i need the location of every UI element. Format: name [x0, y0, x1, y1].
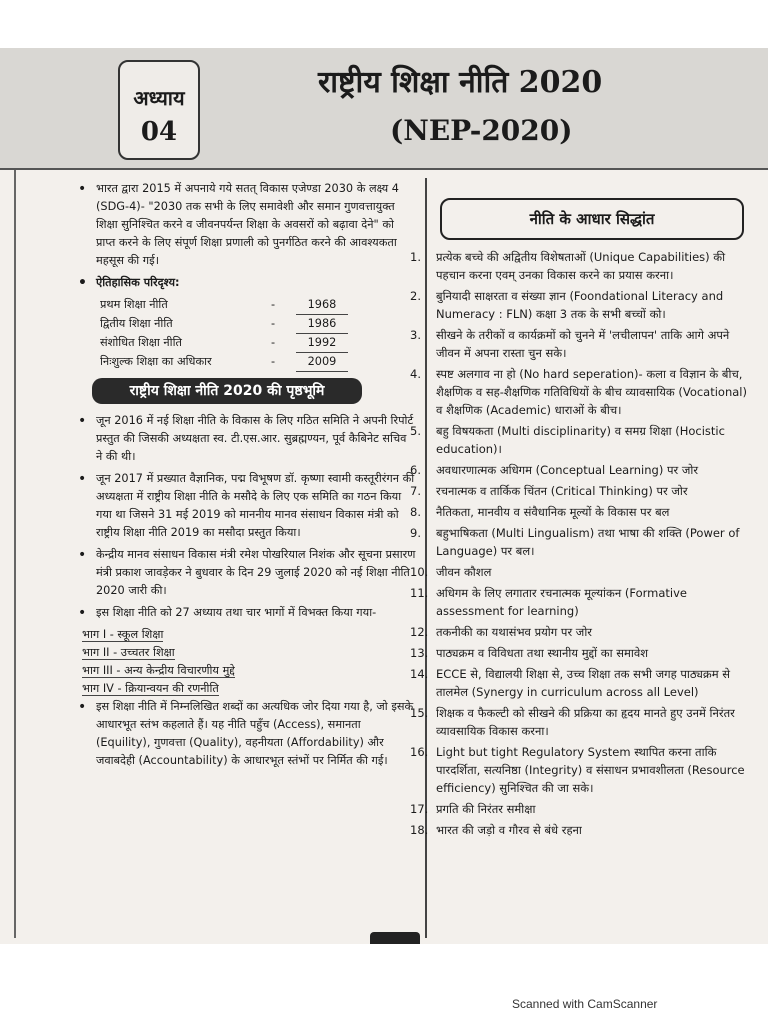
principle-item	[410, 821, 755, 839]
principle-text: Light but tight Regulatory System स्थापित करना ताकि पारदर्शिता, सत्यनिष्ठा (Integrity) व संसाधन प्रभावशीलता (Resource efficiency) सुनिश्चित की जा सके।	[436, 745, 745, 795]
principle-number: 11.	[410, 586, 429, 600]
principle-item	[410, 248, 755, 284]
background-point-text: जून 2016 में नई शिक्षा नीति के विकास के लिए गठित समिति ने अपनी रिपोर्ट प्रस्तुत की जिसकी अध्यक्षता स्व. टी.एस.आर. सुब्रह्मण्यन, पूर्व कैबिनेट सचिव ने की थी।	[96, 414, 414, 463]
bullet-icon: •	[78, 413, 87, 429]
principle-text: प्रत्येक बच्चे की अद्वितीय विशेषताओं (Unique Capabilities) की पहचान करना एवम् उनका विकास करने का प्रयास करना।	[436, 250, 726, 282]
principle-number: 8.	[410, 505, 421, 519]
chapter-badge	[118, 60, 200, 160]
history-dash: -	[270, 298, 276, 311]
chapter-label: अध्याय	[133, 86, 185, 110]
principle-item	[410, 365, 755, 419]
principle-text: स्पष्ट अलगाव ना हो (No hard seperation)- कला व विज्ञान के बीच, शैक्षणिक व सह-शैक्षणिक गतिविधियों के बीच व्यावसायिक (Vocational) व शैक्षणिक (Academic) धाराओं के बीच।	[436, 367, 747, 417]
part-text: भाग III - अन्य केन्द्रीय विचारणीय मुद्दे	[82, 664, 235, 677]
principles-heading-banner: नीति के आधार सिद्धांत	[440, 198, 744, 240]
principles-list	[410, 248, 755, 839]
history-year: 2009	[296, 353, 348, 372]
principle-number: 2.	[410, 289, 421, 303]
history-row	[100, 353, 416, 372]
principle-text: पाठ्यक्रम व विविधता तथा स्थानीय मुद्दों का समावेश	[436, 646, 649, 660]
background-point	[76, 546, 416, 600]
intro-paragraph	[76, 180, 416, 270]
history-row	[100, 334, 416, 353]
history-name: प्रथम शिक्षा नीति	[100, 298, 168, 311]
history-dash: -	[270, 336, 276, 349]
principle-text: नैतिकता, मानवीय व संवैधानिक मूल्यों के विकास पर बल	[436, 505, 670, 519]
principle-number: 17.	[410, 802, 429, 816]
bullet-icon: •	[78, 605, 87, 621]
principle-text: तकनीकी का यथासंभव प्रयोग पर जोर	[436, 625, 593, 639]
principle-item	[410, 422, 755, 458]
principle-number: 16.	[410, 745, 429, 759]
principle-number: 18.	[410, 823, 429, 837]
principle-item	[410, 503, 755, 521]
principle-item	[410, 743, 755, 797]
bullet-icon: •	[78, 699, 87, 715]
part-text: भाग II - उच्चतर शिक्षा	[82, 646, 175, 659]
principle-text: रचनात्मक व तार्किक चिंतन (Critical Thinking) पर जोर	[436, 484, 688, 498]
principle-number: 6.	[410, 463, 421, 477]
background-point	[76, 470, 416, 542]
principle-text: बहु विषयकता (Multi disciplinarity) व समग्र शिक्षा (Hocistic education)।	[436, 424, 725, 456]
history-name: द्वितीय शिक्षा नीति	[100, 317, 173, 330]
history-dash: -	[270, 355, 276, 368]
principle-item	[410, 326, 755, 362]
history-table	[76, 296, 416, 372]
part-item	[82, 644, 416, 662]
left-column	[76, 180, 416, 774]
principle-number: 14.	[410, 667, 429, 681]
document-page	[0, 48, 768, 944]
principle-text: जीवन कौशल	[436, 565, 492, 579]
margin-rule	[14, 78, 16, 938]
bullet-icon: •	[78, 275, 87, 291]
principle-text: बहुभाषिकता (Multi Lingualism) तथा भाषा की शक्ति (Power of Language) पर बल।	[436, 526, 740, 558]
principle-number: 12.	[410, 625, 429, 639]
principle-text: अवधारणात्मक अधिगम (Conceptual Learning) पर जोर	[436, 463, 699, 477]
background-point	[76, 604, 416, 622]
pillars-point-text: इस शिक्षा नीति में निम्नलिखित शब्दों का अत्यधिक जोर दिया गया है, जो इसके आधारभूत स्तंभ कहलाते हैं। यह नीति पहुँच (Access), समानता (Equility), गुणवत्ता (Quality), वहनीयता (Affordability) और जवाबदेही (Accountability) के आधारभूत स्तंभों पर निर्मित की गई।	[96, 700, 414, 767]
principle-text: ECCE से, विद्यालयी शिक्षा से, उच्च शिक्षा तक सभी जगह पाठ्यक्रम से तालमेल (Synergy in curriculum across all Level)	[436, 667, 731, 699]
principle-item	[410, 287, 755, 323]
history-year: 1992	[296, 334, 348, 353]
history-year: 1968	[296, 296, 348, 315]
principle-text: सीखने के तरीकों व कार्यक्रमों को चुनने में 'लचीलापन' ताकि आगे अपने जीवन में अपना रास्ता चुन सके।	[436, 328, 730, 360]
part-item	[82, 680, 416, 698]
history-heading-text: ऐतिहासिक परिदृश्य:	[96, 276, 180, 289]
bullet-icon: •	[78, 181, 87, 197]
parts-list	[76, 626, 416, 698]
principle-text: भारत की जड़ो व गौरव से बंधे रहना	[436, 823, 582, 837]
principle-item	[410, 665, 755, 701]
chapter-header	[0, 48, 768, 170]
principle-item	[410, 644, 755, 662]
history-row	[100, 296, 416, 315]
principle-number: 5.	[410, 424, 421, 438]
principle-text: शिक्षक व फैकल्टी को सीखने की प्रक्रिया का हृदय मानते हुए उनमें निरंतर व्यावसायिक विकास करना।	[436, 706, 735, 738]
intro-text: भारत द्वारा 2015 में अपनाये गये सतत् विकास एजेण्डा 2030 के लक्ष्य 4 (SDG-4)- "2030 तक सभी के लिए समावेशी और समान गुणवत्तायुक्त शिक्षा सुनिश्चित करने व जीवनपर्यन्त शिक्षा के अवसरों को बढ़ावा देने" को प्राप्त करने के लिए संपूर्ण शिक्षा प्रणाली को पुनर्गठित करने की आवश्यकता महसूस की गई।	[96, 182, 399, 267]
part-item	[82, 626, 416, 644]
principle-number: 15.	[410, 706, 429, 720]
history-dash: -	[270, 317, 276, 330]
principle-number: 1.	[410, 250, 421, 264]
principle-number: 4.	[410, 367, 421, 381]
background-point-text: केन्द्रीय मानव संसाधन विकास मंत्री रमेश पोखरियाल निशंक और सूचना प्रसारण मंत्री प्रकाश जावड़ेकर ने बुधवार के दिन 29 जुलाई 2020 को नई शिक्षा नीति 2020 जारी की।	[96, 548, 416, 597]
principle-item	[410, 461, 755, 479]
history-name: संशोधित शिक्षा नीति	[100, 336, 182, 349]
scanner-watermark: Scanned with CamScanner	[512, 997, 658, 1011]
right-column	[410, 198, 755, 842]
pillars-point	[76, 698, 416, 770]
history-heading	[76, 274, 416, 292]
principle-item	[410, 524, 755, 560]
background-point	[76, 412, 416, 466]
history-name: निःशुल्क शिक्षा का अधिकार	[100, 355, 212, 368]
chapter-number: 04	[140, 117, 178, 147]
principle-item	[410, 482, 755, 500]
principle-number: 10.	[410, 565, 429, 579]
principle-number: 3.	[410, 328, 421, 342]
principle-text: अधिगम के लिए लगातार रचनात्मक मूल्यांकन (Formative assessment for learning)	[436, 586, 687, 618]
principle-text: प्रगति की निरंतर समीक्षा	[436, 802, 536, 816]
bullet-icon: •	[78, 471, 87, 487]
part-item	[82, 662, 416, 680]
principle-number: 7.	[410, 484, 421, 498]
background-point-text: जून 2017 में प्रख्यात वैज्ञानिक, पद्म विभूषण डॉ. कृष्णा स्वामी कस्तूरीरंगन की अध्यक्षता में राष्ट्रीय शिक्षा नीति के मसौदे के लिए एक समिति का गठन किया गया था जिसने 31 मई 2019 को माननीय मानव संसाधन विकास मंत्री को राष्ट्रीय शिक्षा नीति 2019 का मसौदा प्रस्तुत किया।	[96, 472, 415, 539]
principle-item	[410, 623, 755, 641]
principle-item	[410, 800, 755, 818]
page-number-tab	[370, 932, 420, 944]
part-text: भाग I - स्कूल शिक्षा	[82, 628, 164, 641]
history-year: 1986	[296, 315, 348, 334]
page-title: राष्ट्रीय शिक्षा नीति 2020	[318, 65, 603, 100]
background-point-text: इस शिक्षा नीति को 27 अध्याय तथा चार भागों में विभक्त किया गया-	[96, 606, 377, 619]
principle-number: 9.	[410, 526, 421, 540]
principle-item	[410, 563, 755, 581]
principle-text: बुनियादी साक्षरता व संख्या ज्ञान (Foondational Literacy and Numeracy : FLN) कक्षा 3 तक के सभी बच्चों को।	[436, 289, 724, 321]
principle-item	[410, 584, 755, 620]
principle-number: 13.	[410, 646, 429, 660]
page-subtitle: (NEP-2020)	[390, 114, 573, 147]
part-text: भाग IV - क्रियान्वयन की रणनीति	[82, 682, 219, 695]
background-heading-banner: राष्ट्रीय शिक्षा नीति 2020 की पृष्ठभूमि	[92, 378, 362, 404]
bullet-icon: •	[78, 547, 87, 563]
principle-item	[410, 704, 755, 740]
history-row	[100, 315, 416, 334]
